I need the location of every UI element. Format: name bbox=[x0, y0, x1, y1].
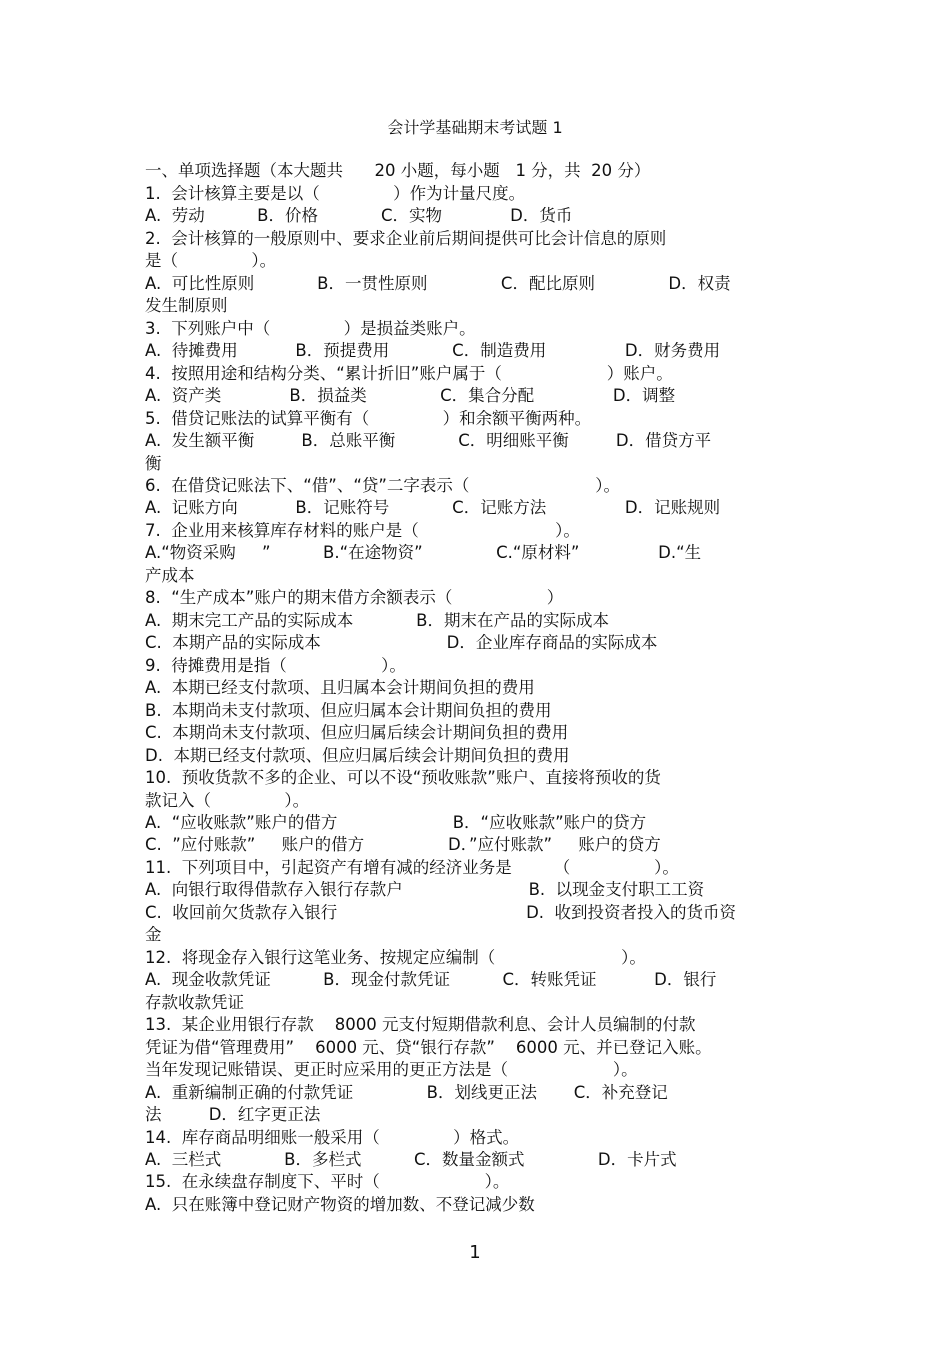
question-2: 2. 会计核算的一般原则中、要求企业前后期间提供可比会计信息的原则 bbox=[145, 229, 667, 248]
question-10-options-cd: C. ”应付账款” 账户的借方 D．”应付账款” 账户的贷方 bbox=[145, 835, 661, 854]
question-9: 9. 待摊费用是指（ ）。 bbox=[145, 656, 406, 675]
question-11-options-cd: C. 收回前欠货款存入银行 D. 收到投资者投入的货币资 bbox=[145, 903, 737, 922]
question-9-option-a: A. 本期已经支付款项、且归属本会计期间负担的费用 bbox=[145, 678, 535, 697]
question-3-options: A. 待摊费用 B．预提费用 C．制造费用 D．财务费用 bbox=[145, 341, 721, 360]
question-8-options-cd: C. 本期产品的实际成本 D．企业库存商品的实际成本 bbox=[145, 633, 658, 652]
question-5: 5. 借贷记账法的试算平衡有（ ）和余额平衡两种。 bbox=[145, 409, 592, 428]
question-5-options-cont: 衡 bbox=[145, 454, 162, 473]
question-9-option-d: D. 本期已经支付款项、但应归属后续会计期间负担的费用 bbox=[145, 746, 570, 765]
question-10-options-ab: A. “应收账款”账户的借方 B．“应收账款”账户的贷方 bbox=[145, 813, 647, 832]
question-7-options-cont: 产成本 bbox=[145, 566, 195, 585]
question-11-options-cont: 金 bbox=[145, 925, 162, 944]
question-13: 13. 某企业用银行存款 8000 元支付短期借款利息、会计人员编制的付款 bbox=[145, 1015, 696, 1034]
question-1-options: A. 劳动 B．价格 C．实物 D．货币 bbox=[145, 206, 573, 225]
question-11-options-ab: A. 向银行取得借款存入银行存款户 B. 以现金支付职工工资 bbox=[145, 880, 705, 899]
question-5-options: A. 发生额平衡 B．总账平衡 C．明细账平衡 D．借贷方平 bbox=[145, 431, 712, 450]
question-13-cont-2: 当年发现记账错误、更正时应采用的更正方法是（ ）。 bbox=[145, 1060, 638, 1079]
question-15-option-a: A. 只在账簿中登记财产物资的增加数、不登记减少数 bbox=[145, 1195, 535, 1214]
page-title: 会计学基础期末考试题 1 bbox=[387, 118, 563, 137]
question-8: 8. “生产成本”账户的期末借方余额表示（ ） bbox=[145, 588, 564, 607]
question-13-cont-1: 凭证为借“管理费用” 6000 元、贷“银行存款” 6000 元、并已登记入账。 bbox=[145, 1038, 712, 1057]
question-10-cont: 款记入（ ）。 bbox=[145, 791, 310, 810]
question-14: 14. 库存商品明细账一般采用（ ）格式。 bbox=[145, 1128, 520, 1147]
question-10: 10. 预收货款不多的企业、可以不设“预收账款”账户、直接将预收的货 bbox=[145, 768, 661, 787]
question-3: 3. 下列账户中（ ）是损益类账户。 bbox=[145, 319, 476, 338]
question-12-options-cont: 存款收款凭证 bbox=[145, 993, 244, 1012]
section-heading: 一、单项选择题（本大题共 20 小题，每小题 1 分，共 20 分） bbox=[145, 161, 651, 180]
question-13-options-cont: 法 D．红字更正法 bbox=[145, 1105, 321, 1124]
question-12: 12. 将现金存入银行这笔业务、按规定应编制（ ）。 bbox=[145, 948, 646, 967]
page-number: 1 bbox=[469, 1242, 481, 1263]
question-12-options: A. 现金收款凭证 B．现金付款凭证 C．转账凭证 D．银行 bbox=[145, 970, 717, 989]
question-2-options: A. 可比性原则 B．一贯性原则 C．配比原则 D．权责 bbox=[145, 274, 731, 293]
question-9-option-b: B. 本期尚未支付款项、但应归属本会计期间负担的费用 bbox=[145, 701, 552, 720]
question-13-options: A. 重新编制正确的付款凭证 B．划线更正法 C．补充登记 bbox=[145, 1083, 668, 1102]
question-11: 11. 下列项目中，引起资产有增有减的经济业务是 （ ）。 bbox=[145, 858, 679, 877]
question-9-option-c: C. 本期尚未支付款项、但应归属后续会计期间负担的费用 bbox=[145, 723, 569, 742]
question-4: 4. 按照用途和结构分类、“累计折旧”账户属于（ ）账户。 bbox=[145, 364, 673, 383]
question-6-options: A. 记账方向 B．记账符号 C．记账方法 D．记账规则 bbox=[145, 498, 721, 517]
question-1: 1. 会计核算主要是以（ ）作为计量尺度。 bbox=[145, 184, 526, 203]
question-4-options: A. 资产类 B．损益类 C．集合分配 D．调整 bbox=[145, 386, 676, 405]
question-2-cont: 是（ ）。 bbox=[145, 251, 277, 270]
question-15: 15. 在永续盘存制度下、平时（ ）。 bbox=[145, 1172, 510, 1191]
question-7: 7. 企业用来核算库存材料的账户是（ ）。 bbox=[145, 521, 580, 540]
question-7-options: A.“物资采购 ” B.“在途物资” C.“原材料” D.“生 bbox=[145, 543, 702, 562]
question-6: 6. 在借贷记账法下、“借”、“贷”二字表示（ ）。 bbox=[145, 476, 621, 495]
question-14-options: A. 三栏式 B．多栏式 C．数量金额式 D．卡片式 bbox=[145, 1150, 677, 1169]
question-8-options-ab: A. 期末完工产品的实际成本 B．期末在产品的实际成本 bbox=[145, 611, 609, 630]
question-2-options-cont: 发生制原则 bbox=[145, 296, 228, 315]
